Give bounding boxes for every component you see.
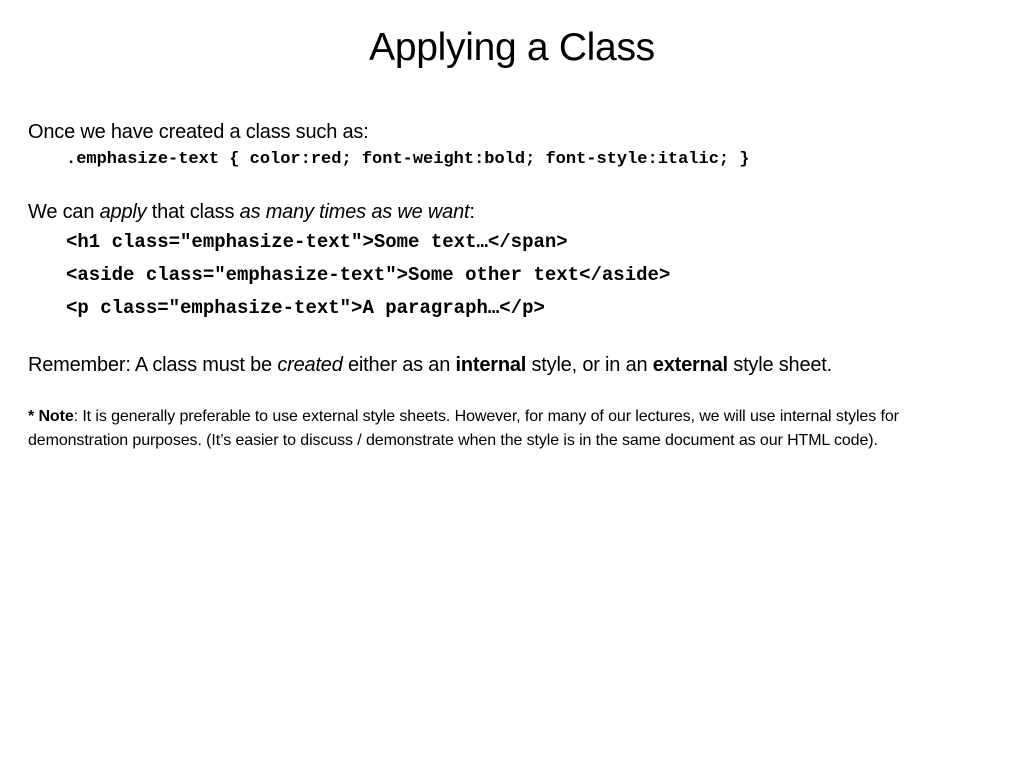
note-label: * Note — [28, 408, 74, 425]
apply-text-mid: that class — [146, 201, 240, 223]
internal-strong: internal — [455, 354, 527, 376]
remember-mid2: style, or in an — [526, 354, 653, 376]
times-emphasis: as many times as we want — [239, 201, 470, 223]
remember-mid1: either as an — [342, 354, 456, 376]
remember-pre: Remember: A class must be — [28, 354, 278, 376]
class-definition-code: .emphasize-text { color:red; font-weight:bold; font-style:italic; } — [66, 150, 750, 169]
apply-text-end: : — [469, 201, 475, 223]
apply-emphasis: apply — [99, 201, 147, 223]
example-p-code: <p class="emphasize-text">A paragraph…</p> — [66, 297, 545, 319]
external-strong: external — [652, 354, 728, 376]
example-h1-code: <h1 class="emphasize-text">Some text…</span> — [66, 231, 568, 253]
slide-title: Applying a Class — [369, 26, 655, 69]
apply-text — [28, 198, 1003, 226]
slide-content — [28, 118, 1003, 453]
note-text: : It is generally preferable to use external style sheets. However, for many of our lectures, we will use internal styles for demonstration purposes. (It’s easier to discuss / demonstrate when the style is in the same document as our HTML code). — [28, 408, 899, 449]
remember-text — [28, 351, 1003, 379]
intro-text: Once we have created a class such as: — [28, 121, 369, 143]
apply-text-pre: We can — [28, 201, 100, 223]
created-emphasis: created — [277, 354, 343, 376]
example-aside-code: <aside class="emphasize-text">Some other text</aside> — [66, 264, 671, 286]
note-paragraph — [28, 405, 998, 453]
remember-end: style sheet. — [727, 354, 833, 376]
